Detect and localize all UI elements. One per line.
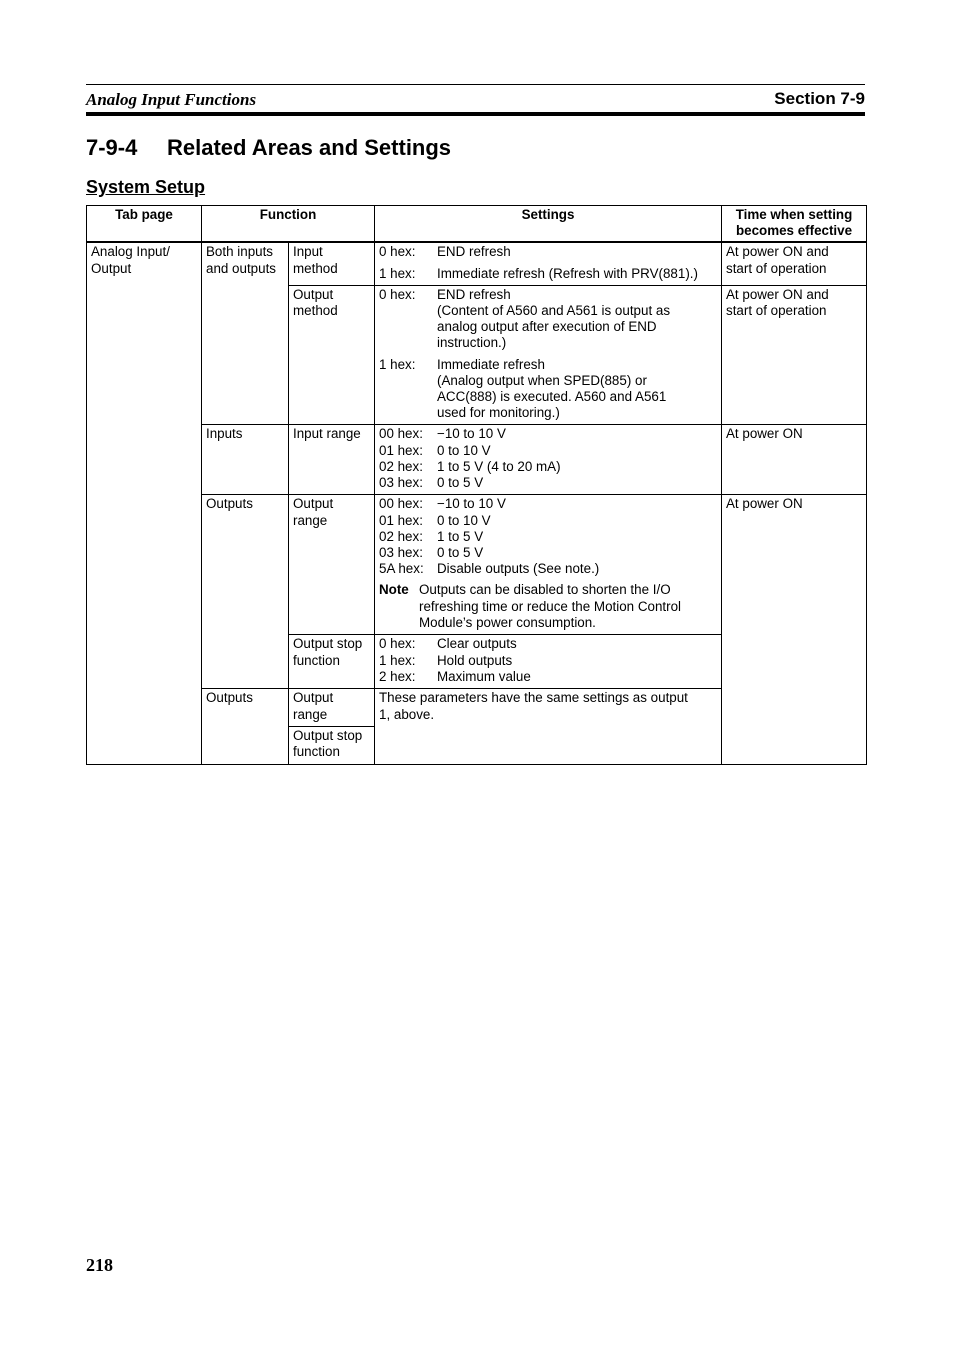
col-header-settings: Settings [375,206,722,243]
setting-entry [379,357,717,422]
setting-value: Clear outputs [437,636,517,652]
setting-code: 01 hex: [379,442,423,458]
note-line: refreshing time or reduce the Motion Control [419,598,681,614]
setting-value: Disable outputs (See note.) [437,561,600,577]
setting-code: 1 hex: [379,265,416,281]
setting-code: 1 hex: [379,356,416,372]
setting-value: END refresh [437,244,511,260]
setting-value-line: instruction.) [437,335,507,351]
setting-entry [379,513,717,529]
output-range-line2: range [293,512,328,528]
setting-entry [379,496,717,512]
setting-value: −10 to 10 V [437,496,506,512]
setting-code: 03 hex: [379,545,423,561]
setting-code: 01 hex: [379,512,423,528]
input-range-time: At power ON [722,425,867,495]
group-both-line2: and outputs [206,260,276,276]
section-number: 7-9-4 [86,135,138,160]
time-line1: At power ON and [726,286,829,302]
input-range-settings [375,425,722,495]
setting-value-line: (Analog output when SPED(885) or [437,372,647,388]
setting-entry [379,475,717,491]
table-header-row [87,206,867,243]
setting-entry [379,529,717,545]
output-stop-line1: Output stop [293,727,363,743]
setting-value [437,357,717,422]
setting-code: 00 hex: [379,426,423,442]
col-header-time [722,206,867,243]
group-inputs-cell: Inputs [202,425,289,495]
setting-value: Maximum value [437,668,531,684]
setting-code: 02 hex: [379,528,423,544]
input-method-time [722,242,867,285]
section-heading [86,135,451,161]
setting-value [437,287,717,352]
header-rule-thin [86,84,865,85]
setting-code: 1 hex: [379,652,416,668]
setting-code: 00 hex: [379,496,423,512]
setting-value-line: used for monitoring.) [437,405,560,421]
setting-value: −10 to 10 V [437,426,506,442]
setting-entry [379,636,717,652]
input-method-settings [375,242,722,285]
input-method-line1: Input [293,244,323,260]
system-setup-table [86,205,867,765]
subsection-heading: System Setup [86,177,206,197]
section-title: Related Areas and Settings [167,135,452,160]
table-row [87,425,867,495]
setting-entry [379,443,717,459]
setting-code: 0 hex: [379,244,416,260]
output-method-cell [289,285,375,425]
setting-value: 1 to 5 V (4 to 20 mA) [437,458,561,474]
setting-value-line: ACC(888) is executed. A560 and A561 [437,389,667,405]
output2-settings [375,689,722,764]
col-header-time-line1: Time when setting [735,207,853,222]
page-number: 218 [86,1255,113,1275]
tab-page-cell [87,242,202,764]
table-row [87,495,867,635]
output-method-time [722,285,867,425]
setting-entry [379,545,717,561]
group-both-cell [202,242,289,425]
output-method-line1: Output [293,286,334,302]
output2-range-cell [289,689,375,726]
outputs-time: At power ON [722,495,867,764]
setting-entry [379,287,717,352]
note-text [419,582,717,631]
tab-page-line1: Analog Input/ [91,244,170,260]
group-outputs2-cell: Outputs [202,689,289,764]
output-stop-line2: function [293,744,340,760]
setting-entry [379,426,717,442]
output-method-line2: method [293,303,338,319]
tab-page-line2: Output [91,260,132,276]
setting-value-line: Immediate refresh [437,356,545,372]
group-both-line1: Both inputs [206,244,273,260]
output-method-settings [375,285,722,425]
output-range-line1: Output [293,690,334,706]
output-stop-line1: Output stop [293,636,363,652]
output1-stop-settings [375,635,722,689]
output-range-line1: Output [293,496,334,512]
col-header-tab-page: Tab page [87,206,202,243]
setting-value: 1 to 5 V [437,528,484,544]
setting-entry [379,561,717,577]
output-stop-line2: function [293,652,340,668]
setting-entry [379,244,717,260]
setting-code: 2 hex: [379,668,416,684]
setting-value-line: END refresh [437,286,511,302]
setting-value: 0 to 5 V [437,475,484,491]
setting-value: 0 to 5 V [437,545,484,561]
group-outputs1-cell: Outputs [202,495,289,689]
col-header-function: Function [202,206,375,243]
setting-entry [379,653,717,669]
time-line2: start of operation [726,260,827,276]
setting-code: 0 hex: [379,286,416,302]
input-method-cell [289,242,375,285]
setting-code: 5A hex: [379,561,424,577]
note-block [379,582,717,631]
output1-range-cell [289,495,375,635]
setting-entry [379,266,717,282]
table-row [87,242,867,285]
setting-value-line: analog output after execution of END [437,319,657,335]
setting-value: 0 to 10 V [437,442,491,458]
col-header-time-line2: becomes effective [735,223,853,239]
setting-code: 03 hex: [379,475,423,491]
setting-value: Immediate refresh (Refresh with PRV(881).) [437,265,698,281]
note-line: Module’s power consumption. [419,614,596,630]
input-method-line2: method [293,260,338,276]
running-header-section: Section 7-9 [774,89,865,108]
time-line2: start of operation [726,303,827,319]
note-label: Note [379,582,409,598]
setting-value: Hold outputs [437,652,513,668]
header-rule-thick [86,112,865,116]
input-range-cell: Input range [289,425,375,495]
output2-stop-cell [289,726,375,764]
time-line1: At power ON and [726,244,829,260]
setting-code: 02 hex: [379,458,423,474]
output-range-line2: range [293,706,328,722]
setting-entry [379,669,717,685]
setting-entry [379,459,717,475]
same-settings-line: These parameters have the same settings as output [379,690,688,706]
running-header-chapter: Analog Input Functions [86,90,257,109]
output1-stop-cell [289,635,375,689]
output1-range-settings [375,495,722,635]
same-settings-line: 1, above. [379,706,435,722]
setting-value-line: (Content of A560 and A561 is output as [437,303,671,319]
note-line: Outputs can be disabled to shorten the I/O [419,582,671,598]
setting-code: 0 hex: [379,636,416,652]
setting-value: 0 to 10 V [437,512,491,528]
